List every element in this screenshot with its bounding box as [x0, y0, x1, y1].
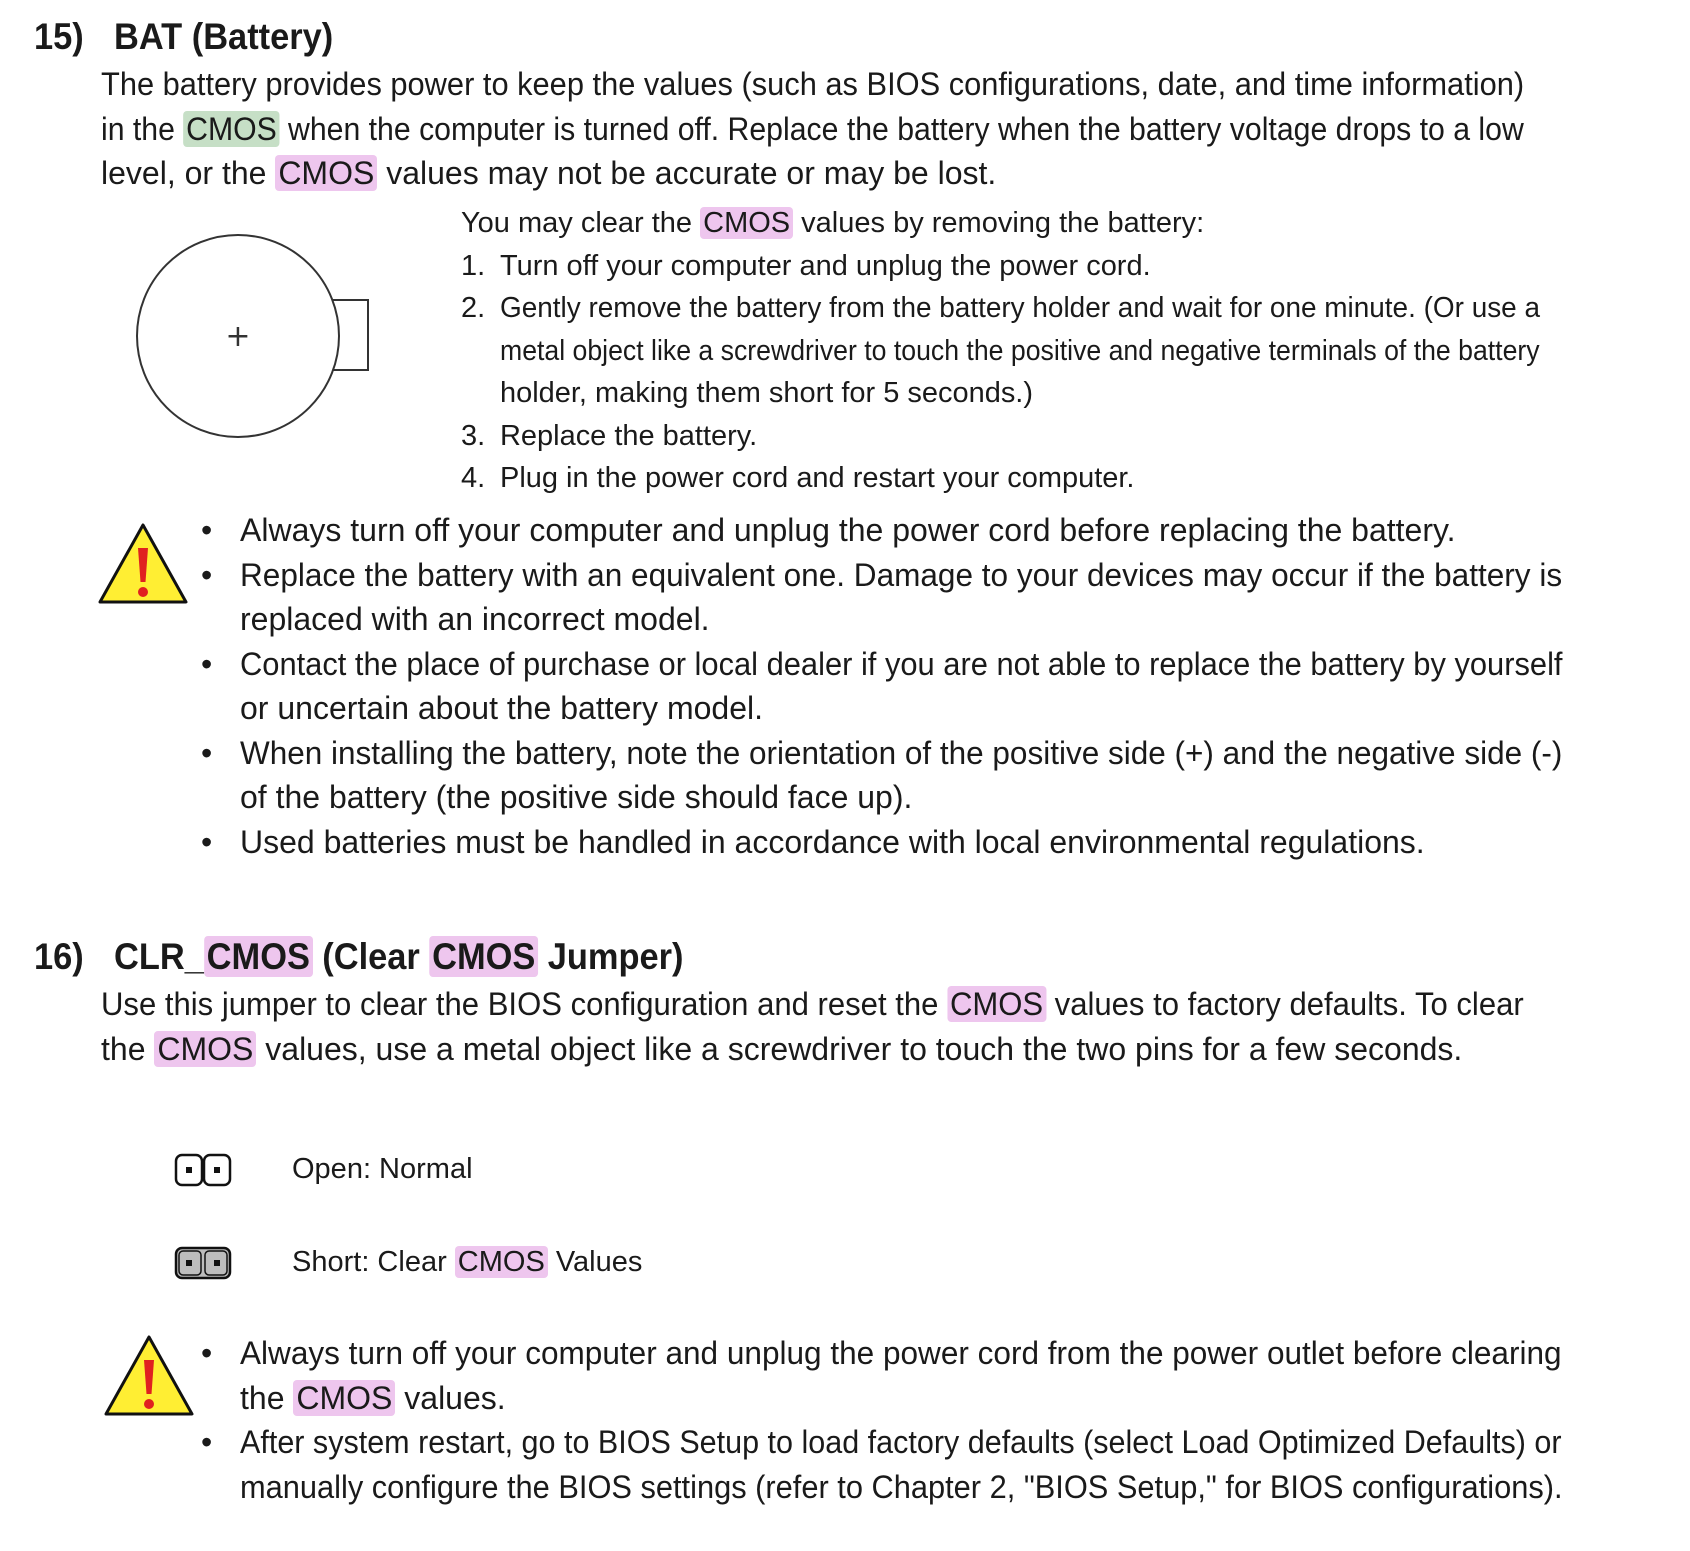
- clear-cmos-steps: [461, 245, 1541, 500]
- jumper-open-icon: [174, 1153, 234, 1189]
- warning-text-line: When installing the battery, note the orientation of the positive side (+) and the negative side (-): [240, 734, 1563, 771]
- bullet-icon: •: [201, 645, 213, 682]
- warning-text-line: Used batteries must be handled in accordance with local environmental regulations.: [240, 823, 1425, 860]
- warning-text-line: of the battery (the positive side should face up).: [240, 779, 913, 815]
- bullet-icon: •: [201, 734, 213, 771]
- step-number: 1.: [461, 249, 486, 282]
- paragraph-line: level, or the CMOS values may not be accurate or may be lost.: [101, 155, 997, 191]
- section-16-paragraph: [101, 982, 1524, 1071]
- section-16-heading: [34, 935, 683, 979]
- step-number: 2.: [461, 292, 486, 324]
- section-15-paragraph: [101, 62, 1524, 196]
- battery-plus-sign: +: [225, 319, 251, 354]
- warning-text-line: Always turn off your computer and unplug the power cord before replacing the battery.: [240, 512, 1456, 548]
- warning-item: [201, 820, 1525, 865]
- warning-triangle-icon: [103, 1334, 195, 1418]
- warning-item: [201, 642, 1563, 731]
- warning-text-line: or uncertain about the battery model.: [240, 690, 763, 726]
- bullet-icon: •: [201, 1335, 213, 1371]
- step-text-line: Replace the battery.: [500, 419, 758, 452]
- clear-cmos-step: [461, 287, 1541, 415]
- cmos-highlight: CMOS: [183, 111, 279, 147]
- jumper-open-label: Open: Normal: [292, 1153, 473, 1185]
- battery-warning-list: [201, 508, 1563, 864]
- coin-battery-icon: [134, 228, 374, 448]
- bullet-icon: •: [201, 823, 213, 860]
- warning-text-line: Replace the battery with an equivalent one. Damage to your devices may occur if the battery is: [240, 556, 1563, 593]
- cmos-highlight: CMOS: [293, 1380, 395, 1416]
- clear-cmos-warning-list: [201, 1331, 1563, 1509]
- bullet-icon: •: [201, 512, 213, 548]
- warning-text-line: manually configure the BIOS settings (refer to Chapter 2, "BIOS Setup," for BIOS configurations).: [240, 1468, 1563, 1505]
- warning-item: [201, 1331, 1562, 1420]
- paragraph-line: the CMOS values, use a metal object like a screwdriver to touch the two pins for a few seconds.: [101, 1030, 1463, 1067]
- cmos-highlight: CMOS: [947, 986, 1046, 1022]
- paragraph-line: in the CMOS when the computer is turned off. Replace the battery when the battery voltage drops to a low: [101, 110, 1524, 147]
- step-text-line: Plug in the power cord and restart your computer.: [500, 462, 1135, 494]
- section-16-title: CLR_CMOS (Clear CMOS Jumper): [114, 936, 684, 977]
- cmos-highlight: CMOS: [700, 207, 793, 239]
- jumper-short-icon: [174, 1246, 234, 1282]
- step-text-line: Turn off your computer and unplug the power cord.: [500, 249, 1151, 282]
- warning-item: [201, 508, 1525, 553]
- section-15-number: 15): [34, 16, 84, 57]
- section-15-heading: [34, 15, 333, 59]
- cmos-highlight: CMOS: [455, 1246, 548, 1278]
- cmos-highlight: CMOS: [204, 936, 313, 977]
- section-15-title: BAT (Battery): [114, 16, 334, 57]
- warning-text-line: Always turn off your computer and unplug the power cord from the power outlet before clearing: [240, 1335, 1562, 1371]
- jumper-short-label: Short: Clear CMOS Values: [292, 1246, 643, 1278]
- warning-text-line: replaced with an incorrect model.: [240, 601, 710, 637]
- step-number: 4.: [461, 462, 486, 494]
- battery-warnings: [201, 508, 1563, 864]
- clear-cmos-warnings: [201, 1331, 1563, 1509]
- warning-text-line: Contact the place of purchase or local dealer if you are not able to replace the battery by yourself: [240, 645, 1563, 682]
- warning-item: [201, 1420, 1563, 1509]
- section-16-number: 16): [34, 936, 84, 977]
- cmos-highlight: CMOS: [429, 936, 538, 977]
- paragraph-line: Use this jumper to clear the BIOS configuration and reset the CMOS values to factory defaults. To clear: [101, 986, 1524, 1022]
- step-text-line: metal object like a screwdriver to touch the positive and negative terminals of the battery: [500, 334, 1540, 367]
- clear-cmos-intro: You may clear the CMOS values by removing the battery:: [461, 207, 1205, 239]
- warning-item: [201, 553, 1563, 642]
- warning-text-line: the CMOS values.: [240, 1379, 506, 1416]
- bullet-icon: •: [201, 1424, 213, 1460]
- cmos-highlight: CMOS: [275, 155, 377, 191]
- clear-cmos-step: [461, 245, 1541, 288]
- warning-item: [201, 731, 1563, 820]
- step-text-line: Gently remove the battery from the battery holder and wait for one minute. (Or use a: [500, 292, 1541, 324]
- clear-cmos-step: [461, 415, 1541, 458]
- warning-triangle-icon: [97, 522, 189, 606]
- clear-cmos-instructions: [461, 202, 1541, 500]
- step-number: 3.: [461, 419, 486, 452]
- clear-cmos-step: [461, 457, 1541, 500]
- warning-text-line: After system restart, go to BIOS Setup to load factory defaults (select Load Optimized Defaults) or: [240, 1424, 1562, 1460]
- step-text-line: holder, making them short for 5 seconds.): [500, 377, 1034, 409]
- paragraph-line: The battery provides power to keep the values (such as BIOS configurations, date, and time information): [101, 66, 1525, 102]
- bullet-icon: •: [201, 556, 213, 593]
- cmos-highlight: CMOS: [154, 1031, 256, 1067]
